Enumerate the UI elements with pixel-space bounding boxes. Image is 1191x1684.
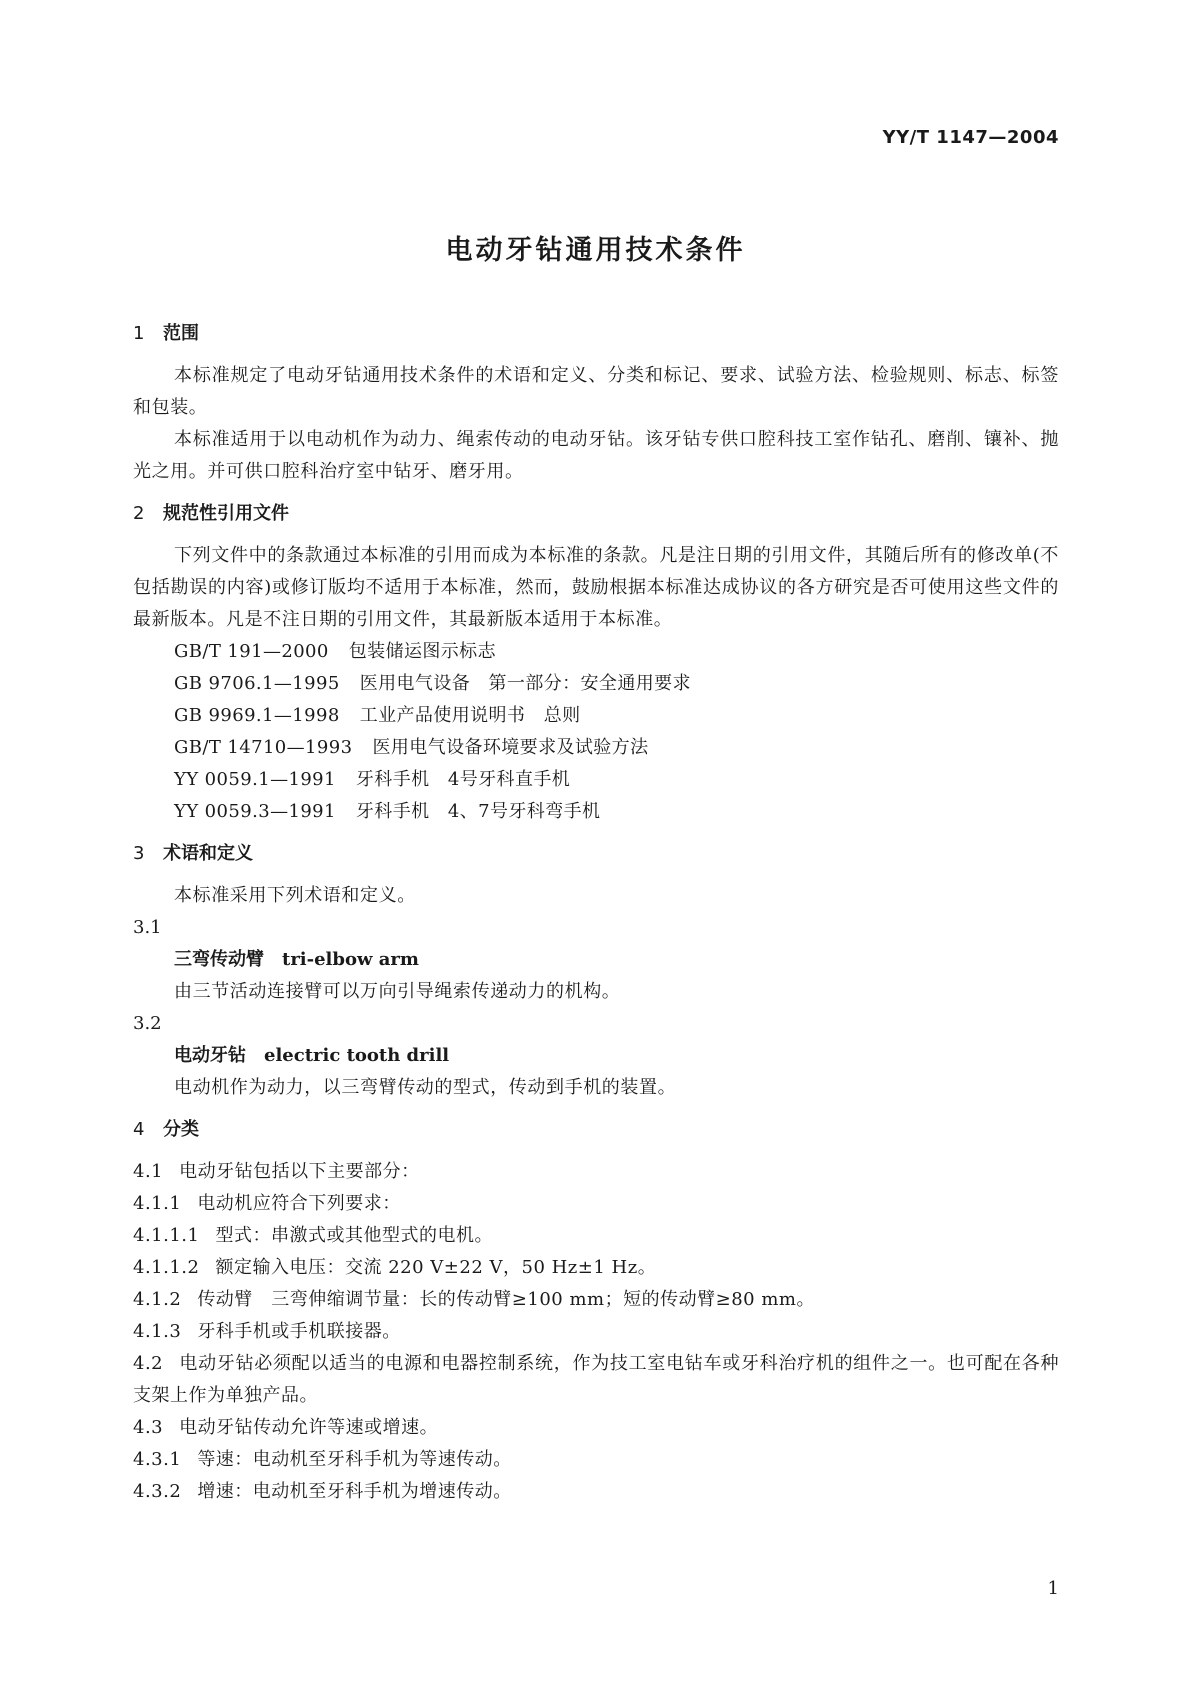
reference-item [133, 636, 1059, 668]
clause-item [133, 1348, 1059, 1412]
term-heading [133, 1040, 1059, 1072]
reference-code: GB 9969.1—1998 [174, 705, 340, 726]
section-title: 规范性引用文件 [163, 503, 289, 524]
clause-number: 4.3.2 [133, 1481, 182, 1502]
paragraph: 本标准适用于以电动机作为动力、绳索传动的电动牙钻。该牙钻专供口腔科技工室作钻孔、磨削、镶补、抛光之用。并可供口腔科治疗室中钻牙、磨牙用。 [133, 429, 1059, 482]
section-4-heading [133, 1118, 1059, 1142]
reference-item [133, 732, 1059, 764]
paragraph: 下列文件中的条款通过本标准的引用而成为本标准的条款。凡是注日期的引用文件，其随后所有的修改单(不包括勘误的内容)或修订版均不适用于本标准，然而，鼓励根据本标准达成协议的各方研究是否可使用这些文件的最新版本。凡是不注日期的引用文件，其最新版本适用于本标准。 [133, 545, 1059, 630]
paragraph: 本标准采用下列术语和定义。 [174, 885, 416, 906]
clause-number: 4.1.1 [133, 1193, 182, 1214]
term-zh: 三弯传动臂 [174, 949, 264, 970]
term-en: electric tooth drill [264, 1045, 450, 1066]
clause-text: 增速：电动机至牙科手机为增速传动。 [197, 1481, 512, 1502]
term-definition: 由三节活动连接臂可以万向引导绳索传递动力的机构。 [174, 981, 621, 1002]
reference-title: 牙科手机 4、7号牙科弯手机 [355, 801, 601, 822]
paragraph: 本标准规定了电动牙钻通用技术条件的术语和定义、分类和标记、要求、试验方法、检验规则、标志、标签和包装。 [133, 365, 1059, 418]
document-body [133, 322, 1059, 1508]
clause-text: 电动机应符合下列要求： [197, 1193, 401, 1214]
clause-text: 电动牙钻传动允许等速或增速。 [179, 1417, 439, 1438]
reference-item [133, 796, 1059, 828]
reference-code: GB/T 14710—1993 [174, 737, 353, 758]
reference-code: GB 9706.1—1995 [174, 673, 340, 694]
clause-item [133, 1252, 1059, 1284]
section-title: 术语和定义 [163, 843, 253, 864]
document-title: 电动牙钻通用技术条件 [445, 235, 746, 266]
reference-item [133, 700, 1059, 732]
section-3-heading [133, 842, 1059, 866]
standard-code: YY/T 1147—2004 [882, 127, 1059, 148]
clause-number: 4.3.1 [133, 1449, 182, 1470]
clause-text: 电动牙钻包括以下主要部分： [179, 1161, 420, 1182]
reference-item [133, 668, 1059, 700]
clause-text: 型式：串激式或其他型式的电机。 [215, 1225, 493, 1246]
term-heading [133, 944, 1059, 976]
clause-item [133, 1284, 1059, 1316]
term-en: tri-elbow arm [282, 949, 419, 970]
reference-title: 医用电气设备 第一部分：安全通用要求 [359, 673, 691, 694]
clause-text: 传动臂 三弯伸缩调节量：长的传动臂≥100 mm；短的传动臂≥80 mm。 [197, 1289, 815, 1310]
reference-code: GB/T 191—2000 [174, 641, 329, 662]
clause-number: 4.2 [133, 1353, 164, 1374]
term-zh: 电动牙钻 [174, 1045, 246, 1066]
term-number: 3.2 [133, 1013, 162, 1034]
clause-number: 4.3 [133, 1417, 164, 1438]
section-title: 范围 [163, 323, 199, 344]
clause-item [133, 1476, 1059, 1508]
section-title: 分类 [163, 1119, 199, 1140]
clause-item [133, 1412, 1059, 1444]
clause-item [133, 1316, 1059, 1348]
section-number: 4 [133, 1119, 145, 1140]
reference-title: 牙科手机 4号牙科直手机 [355, 769, 571, 790]
section-1-heading [133, 322, 1059, 346]
clause-number: 4.1.1.1 [133, 1225, 200, 1246]
clause-number: 4.1.2 [133, 1289, 182, 1310]
reference-item [133, 764, 1059, 796]
reference-code: YY 0059.1—1991 [174, 769, 336, 790]
reference-code: YY 0059.3—1991 [174, 801, 336, 822]
section-number: 2 [133, 503, 145, 524]
clause-item [133, 1156, 1059, 1188]
clause-text: 等速：电动机至牙科手机为等速传动。 [197, 1449, 512, 1470]
page-number: 1 [1047, 1578, 1059, 1599]
clause-text: 牙科手机或手机联接器。 [197, 1321, 401, 1342]
clause-item [133, 1220, 1059, 1252]
reference-title: 包装储运图示标志 [348, 641, 496, 662]
reference-title: 医用电气设备环境要求及试验方法 [372, 737, 649, 758]
clause-number: 4.1.1.2 [133, 1257, 200, 1278]
clause-text: 电动牙钻必须配以适当的电源和电器控制系统，作为技工室电钻车或牙科治疗机的组件之一。也可配在各种支架上作为单独产品。 [133, 1353, 1059, 1406]
clause-item [133, 1188, 1059, 1220]
section-number: 1 [133, 323, 145, 344]
clause-number: 4.1.3 [133, 1321, 182, 1342]
clause-item [133, 1444, 1059, 1476]
reference-title: 工业产品使用说明书 总则 [359, 705, 581, 726]
clause-text: 额定输入电压：交流 220 V±22 V，50 Hz±1 Hz。 [215, 1257, 657, 1278]
clause-number: 4.1 [133, 1161, 164, 1182]
term-definition: 电动机作为动力，以三弯臂传动的型式，传动到手机的装置。 [174, 1077, 677, 1098]
section-2-heading [133, 502, 1059, 526]
term-number: 3.1 [133, 917, 162, 938]
section-number: 3 [133, 843, 145, 864]
